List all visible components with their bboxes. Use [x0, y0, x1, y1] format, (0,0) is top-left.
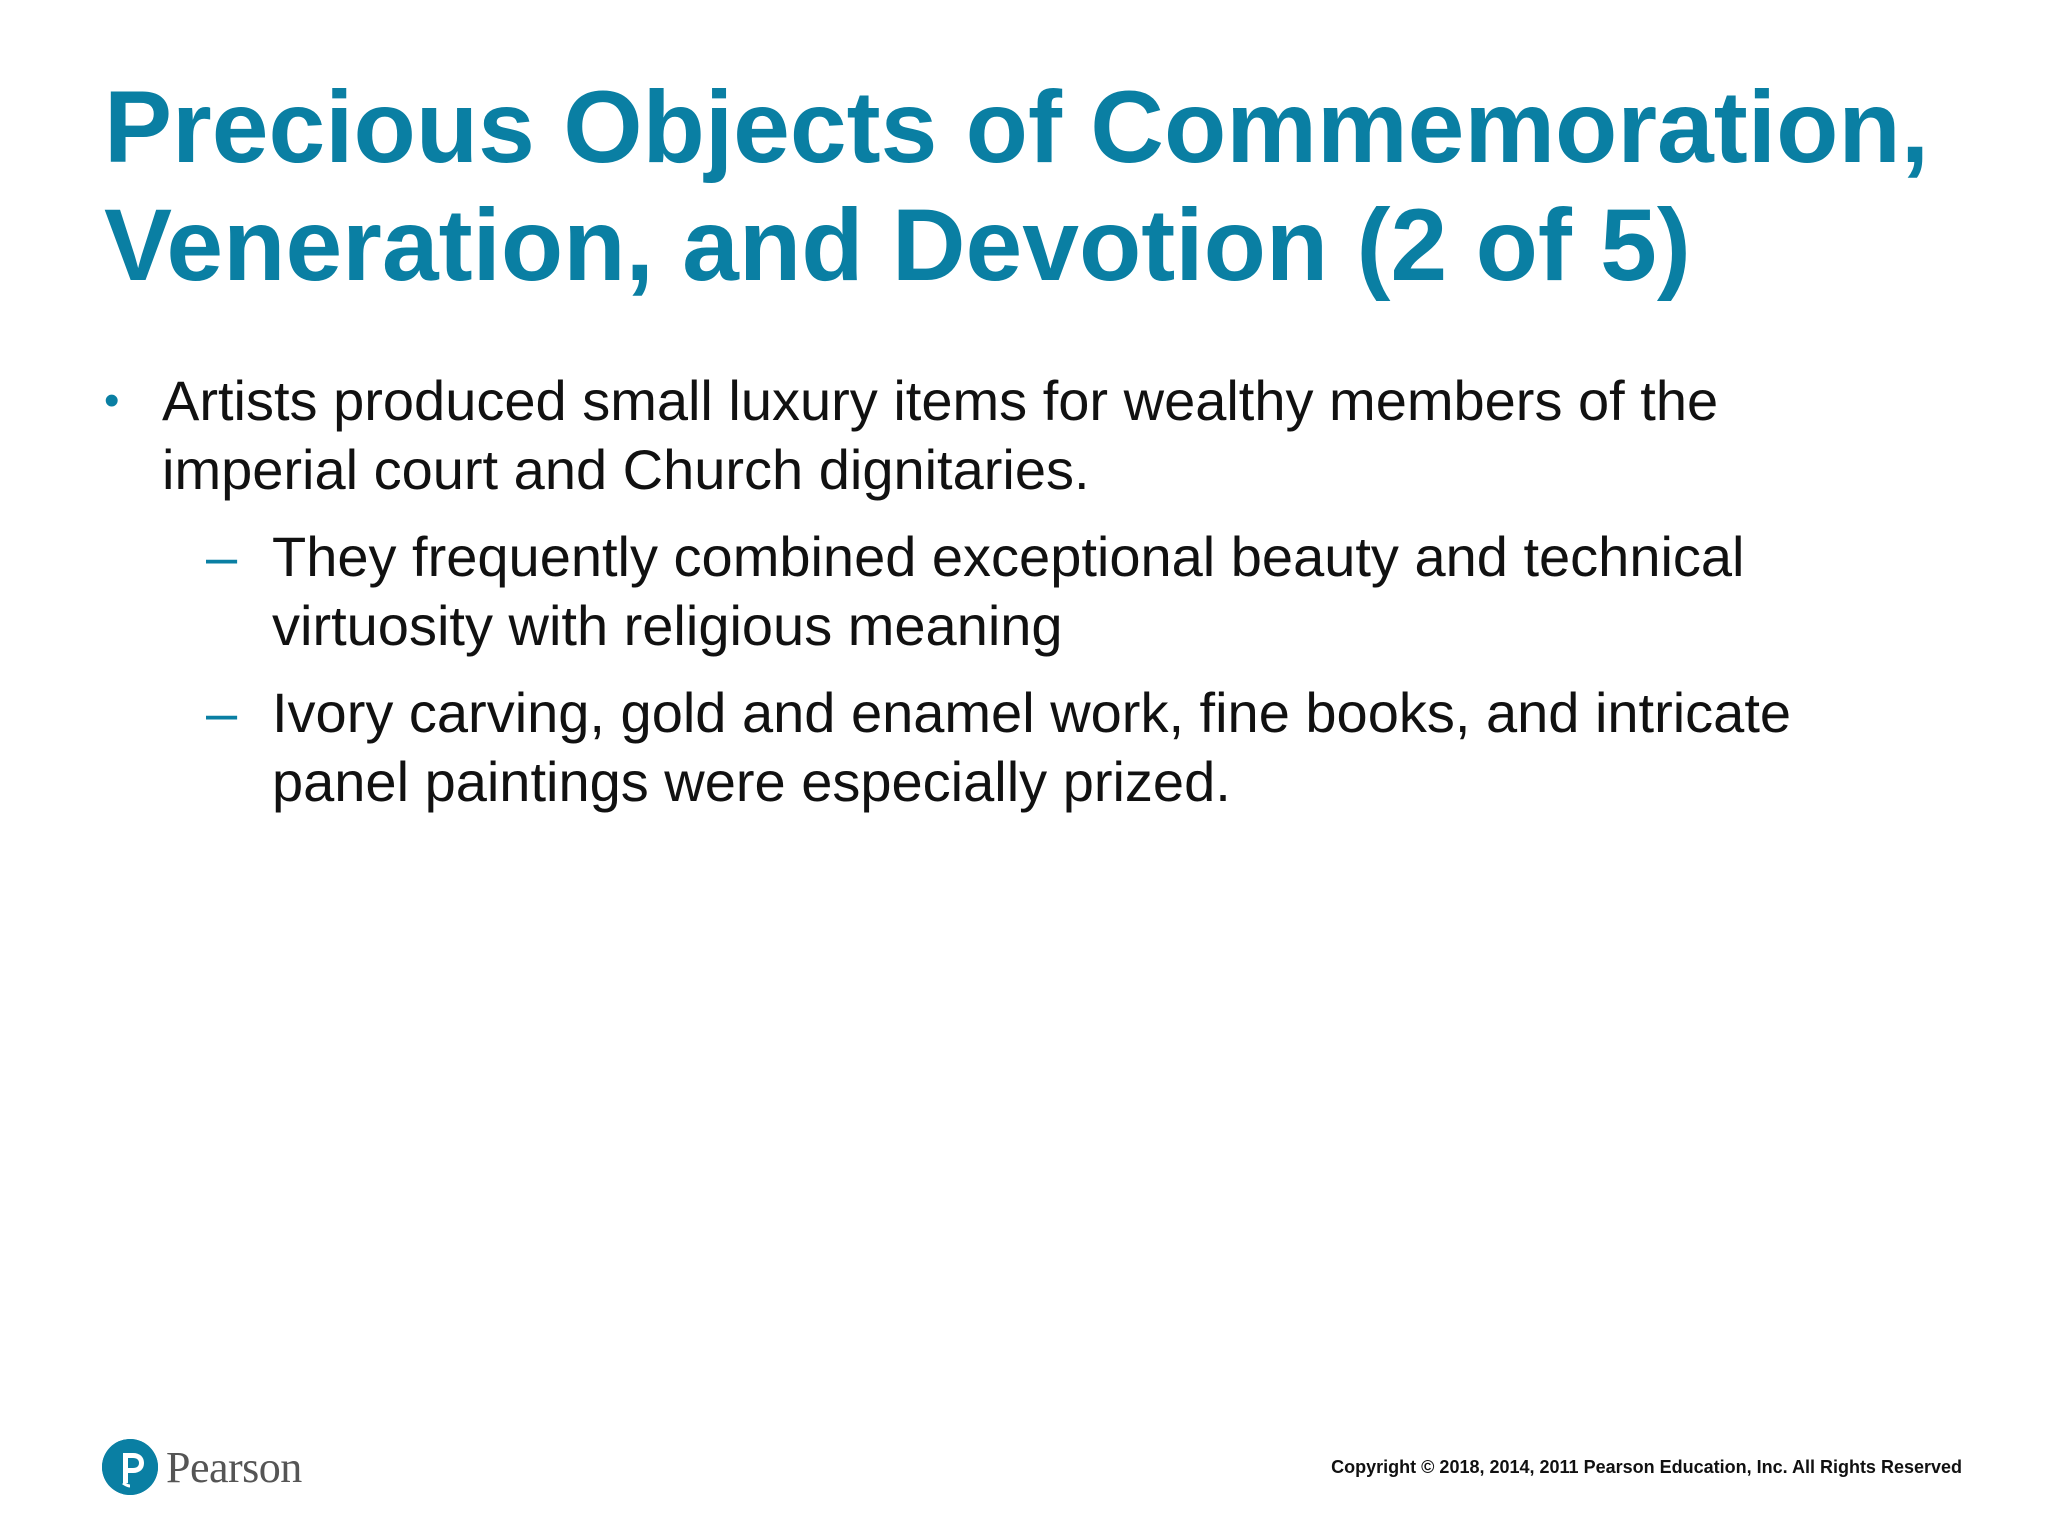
sub-bullet-text-line-1: They frequently combined exceptional beauty and technical	[272, 525, 1745, 588]
slide-title-line-1: Precious Objects of Commemoration,	[104, 70, 1930, 184]
bullet-text-line-1: Artists produced small luxury items for wealthy members of the	[162, 369, 1719, 432]
dash-marker: –	[206, 681, 238, 744]
sub-bullet-list	[104, 522, 1884, 816]
bullet-marker: •	[104, 376, 120, 425]
bullet-item	[104, 366, 1884, 504]
sub-bullet-item	[104, 678, 1884, 816]
sub-bullet-text-line-2: virtuosity with religious meaning	[272, 594, 1063, 657]
slide-title	[104, 68, 1944, 304]
sub-bullet-item	[104, 522, 1884, 660]
bullet-text-line-2: imperial court and Church dignitaries.	[162, 438, 1090, 501]
dash-marker: –	[206, 525, 238, 588]
pearson-wordmark: Pearson	[166, 1442, 302, 1492]
pearson-p-icon	[102, 1439, 158, 1495]
slide-title-line-2: Veneration, and Devotion (2 of 5)	[104, 188, 1691, 302]
copyright-notice: Copyright © 2018, 2014, 2011 Pearson Education, Inc. All Rights Reserved	[1331, 1457, 1962, 1477]
sub-bullet-text-line-1: Ivory carving, gold and enamel work, fine books, and intricate	[272, 681, 1792, 744]
sub-bullet-text-line-2: panel paintings were especially prized.	[272, 750, 1231, 813]
pearson-logo	[102, 1432, 302, 1502]
slide-content	[104, 366, 1884, 834]
